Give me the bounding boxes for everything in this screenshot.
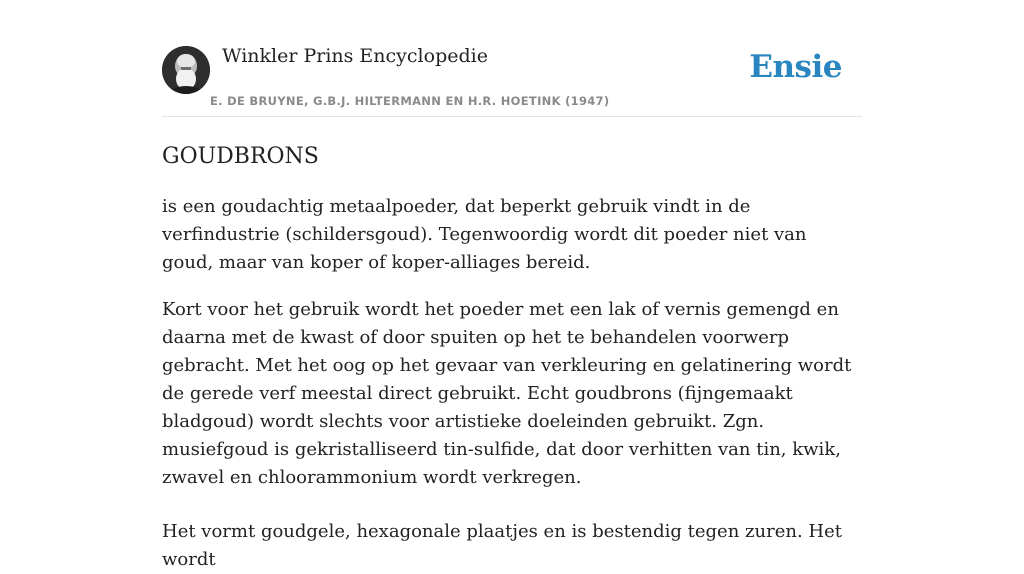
author-avatar[interactable] xyxy=(162,46,210,94)
author-portrait-icon xyxy=(162,46,210,94)
paragraph: is een goudachtig metaalpoeder, dat beperkt gebruik vindt in de verfindustrie (schildersgoud). Tegenwoordig wordt dit poeder niet van goud, maar van koper of koper-alliages bereid. xyxy=(162,196,807,273)
source-authors: E. DE BRUYNE, G.B.J. HILTERMANN EN H.R. HOETINK (1947) xyxy=(210,94,610,108)
page-wrapper xyxy=(162,0,862,574)
paragraph: Het vormt goudgele, hexagonale plaatjes en is bestendig tegen zuren. Het wordt xyxy=(162,521,842,570)
ensie-logo[interactable]: Ensie xyxy=(749,49,842,85)
paragraph: Kort voor het gebruik wordt het poeder met een lak of vernis gemengd en daarna met de kwast of door spuiten op het te behandelen voorwerp gebracht. Met het oog op het gevaar van verkleuring en gelatinering wordt de gerede verf meestal direct gebruikt. Echt goudbrons (fijngemaakt bladgoud) wordt slechts voor artistieke doeleinden gebruikt. Zgn. musiefgoud is gekristalliseerd tin-sulfide, dat door verhitten van tin, kwik, zwavel en chloorammonium wordt verkregen. xyxy=(162,299,852,488)
entry-title: GOUDBRONS xyxy=(162,144,319,169)
source-header xyxy=(162,0,862,117)
source-title[interactable]: Winkler Prins Encyclopedie xyxy=(222,45,488,67)
